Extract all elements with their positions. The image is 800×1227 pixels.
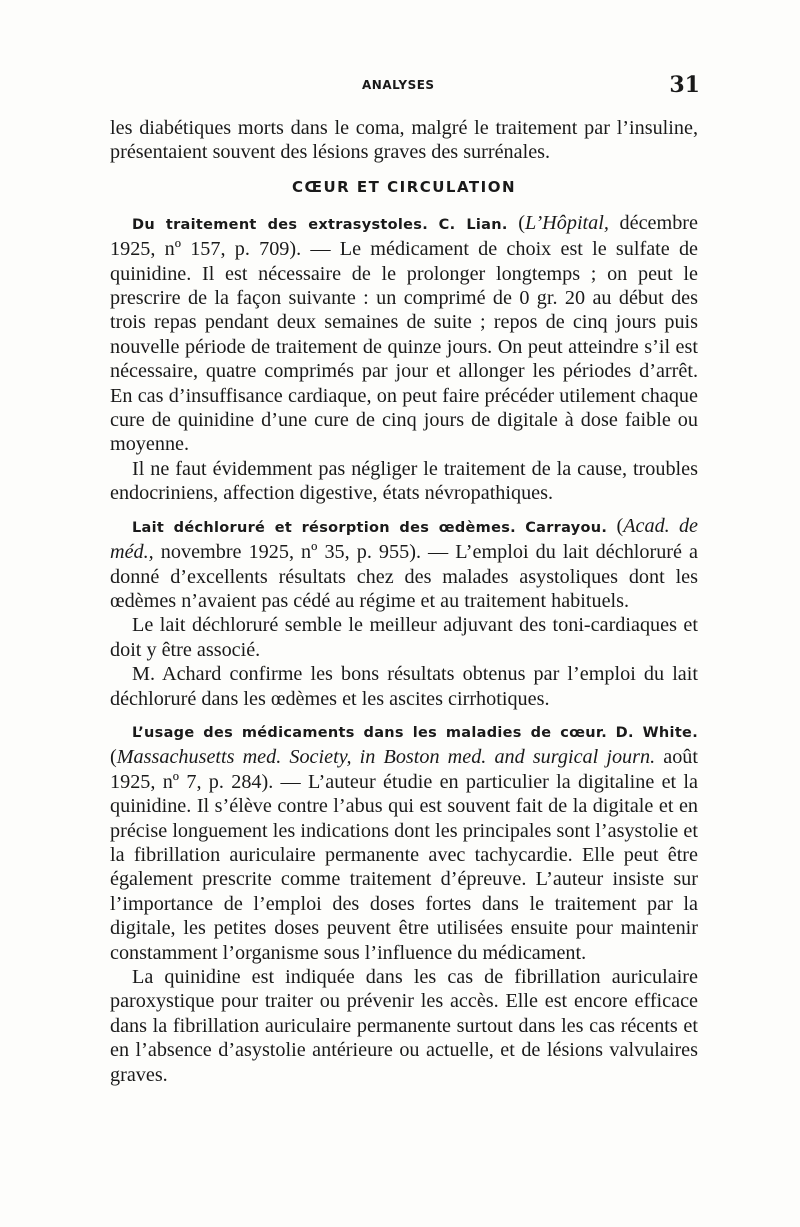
page-header: [110, 74, 700, 100]
article-paragraph: M. Achard confirme les bons résultats obtenus par l’emploi du lait déchloruré dans les œdèmes et les ascites cirrhotiques.: [110, 663, 698, 710]
article-title: L’usage des médicaments dans les maladies de cœur.: [132, 724, 608, 741]
article-author: Carrayou.: [525, 519, 608, 536]
page-number: 31: [669, 72, 700, 98]
article-citation: décembre 1925, nº 157, p. 709). — Le médicament de choix est le sulfate de quinidine. Il est nécessaire de le prolonger longtemps ; on peut le prescrire de la façon suivante : un comprimé de 0 gr. 20 au début des trois repas pendant deux semaines de suite ; repos de cinq jours puis nouvelle période de traitement de quinze jours. On peut atteindre s’il est nécessaire, quatre comprimés par jour et allonger les périodes d’arrêt. En cas d’insuffisance cardiaque, on peut faire précéder utilement chaque cure de quinidine d’une cure de cinq jours de digitale à dose faible ou moyenne.: [110, 211, 698, 456]
article-lian: [110, 211, 698, 457]
article-author: C. Lian.: [438, 216, 508, 233]
article-author: D. White.: [615, 724, 699, 741]
article-carrayou: [110, 514, 698, 614]
article-title: Du traitement des extrasystoles.: [132, 216, 429, 233]
article-source: Massachusetts med. Society, in Boston med. and surgical journ.: [116, 746, 656, 769]
source-open: (: [110, 746, 117, 769]
article-title: Lait déchloruré et résorption des œdèmes.: [132, 519, 516, 536]
article-paragraph: La quinidine est indiquée dans les cas de fibrillation auriculaire paroxystique pour traiter ou prévenir les accès. Elle est encore efficace dans la fibrillation auriculaire permanente surtout dans les cas récents et en l’absence d’asystolie antérieure ou actuelle, et de lésions valvulaires graves.: [110, 966, 698, 1086]
source-open: (: [616, 514, 624, 537]
article-source: L’Hôpital,: [524, 211, 609, 234]
source-open: (: [518, 211, 525, 234]
section-title: CŒUR ET CIRCULATION: [291, 177, 517, 196]
running-head: ANALYSES: [362, 78, 435, 92]
article-paragraph: Il ne faut évidemment pas négliger le traitement de la cause, troubles endocriniens, affection digestive, états névropathiques.: [110, 457, 698, 505]
article-paragraph: Le lait déchloruré semble le meilleur adjuvant des toni-cardiaques et doit y être associé.: [110, 614, 698, 661]
article-citation: novembre 1925, nº 35, p. 955). — L’emploi du lait déchloruré a donné d’excellents résultats chez des malades asystoliques dont les œdèmes n’avaient pas cédé au régime et au traitement habituels.: [110, 541, 699, 612]
article-white: [110, 719, 698, 965]
article-source: Acad. de méd.,: [110, 514, 698, 564]
body-text: [110, 116, 698, 1087]
intro-paragraph: les diabétiques morts dans le coma, malgré le traitement par l’insuline, présentaient souvent des lésions graves des surrénales.: [110, 117, 698, 164]
article-citation: août 1925, nº 7, p. 284). — L’auteur étudie en particulier la digitaline et la quinidine. Il s’élève contre l’abus qui est souvent fait de la digitale et en précise longuement les indications dont les principales sont l’asystolie et la fibrillation auriculaire permanente avec tachycardie. Elle peut être également prescrite comme traitement d’épreuve. L’auteur insiste sur l’importance de l’emploi des doses fortes dans le traitement par la digitale, les petites doses peuvent être utilisées ensuite pour maintenir constamment l’organisme sous l’influence du médicament.: [110, 746, 699, 964]
